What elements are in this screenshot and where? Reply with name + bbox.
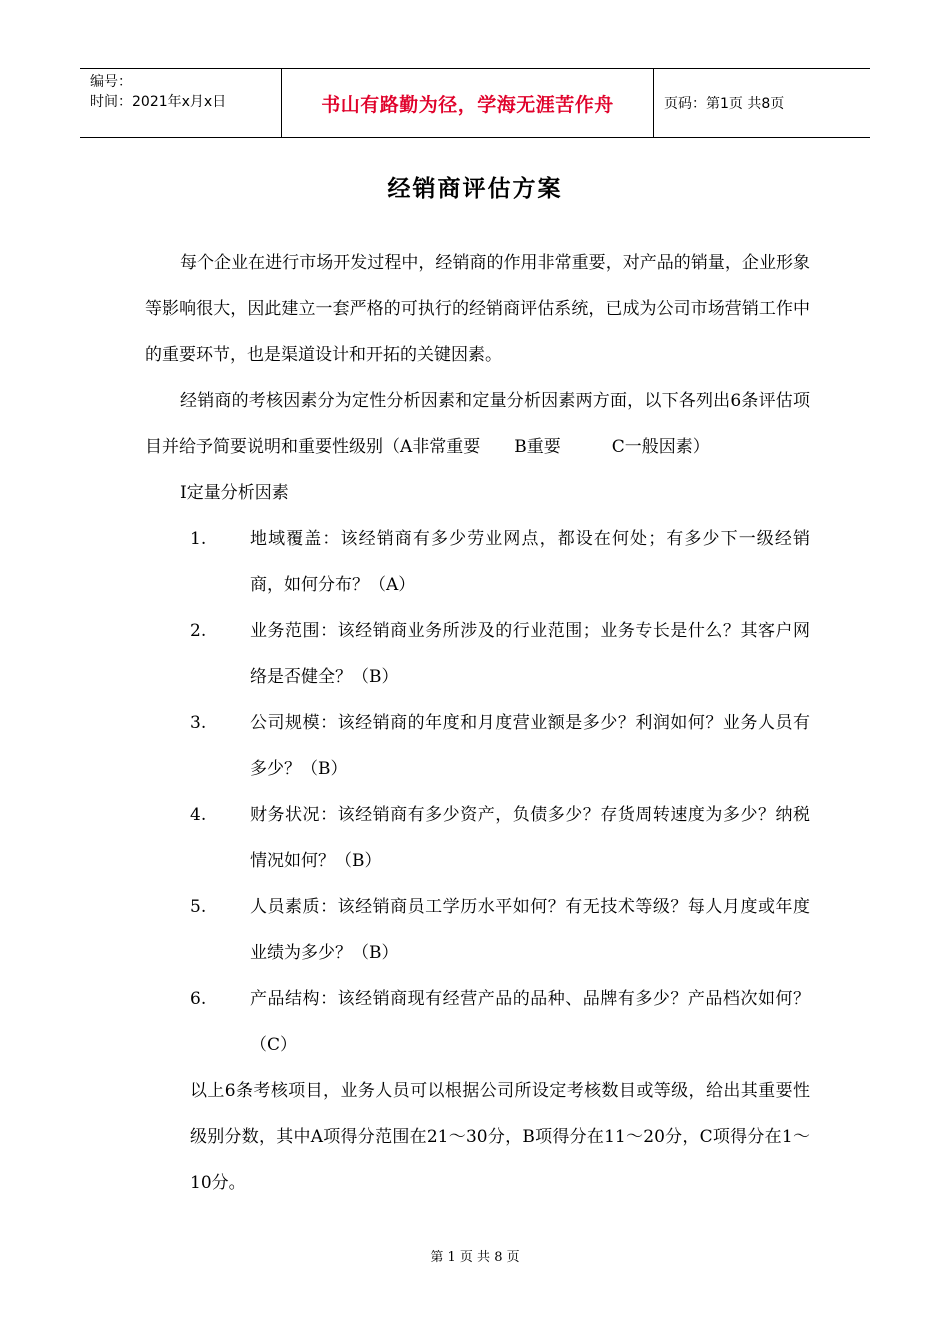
- document-date-label: 时间：2021年x月x日: [90, 94, 227, 110]
- list-item: [145, 608, 810, 700]
- page-footer: 第 1 页 共 8 页: [430, 1250, 520, 1265]
- list-item-text: 公司规模：该经销商的年度和月度营业额是多少？利润如何？业务人员有多少？（B）: [250, 713, 810, 779]
- list-item-number: 1.: [190, 529, 207, 549]
- document-number-label: 编号：: [90, 74, 132, 90]
- list-item: [145, 884, 810, 976]
- summary-paragraph: 以上6条考核项目，业务人员可以根据公司所设定考核数目或等级，给出其重要性级别分数，其中A项得分范围在21～30分，B项得分在11～20分，C项得分在1～10分。: [190, 1081, 810, 1193]
- list-item-text: 地域覆盖：该经销商有多少劳业网点，都设在何处；有多少下一级经销商，如何分布？（A）: [250, 529, 810, 595]
- list-item: [145, 792, 810, 884]
- list-item-number: 5.: [190, 897, 207, 917]
- intro-paragraph: 经销商的考核因素分为定性分析因素和定量分析因素两方面，以下各列出6条评估项目并给予简要说明和重要性级别（A非常重要 B重要 C一般因素）: [145, 391, 810, 457]
- header-meta: [80, 69, 282, 137]
- header-page-info: 页码：第1页 共8页: [664, 96, 785, 112]
- list-item-number: 2.: [190, 621, 207, 641]
- list-item: [145, 516, 810, 608]
- list-item-text: 业务范围：该经销商业务所涉及的行业范围；业务专长是什么？其客户网络是否健全？（B）: [250, 621, 810, 687]
- header-motto: 书山有路勤为径，学海无涯苦作舟: [282, 69, 654, 137]
- document-title: 经销商评估方案: [387, 176, 563, 202]
- list-item-number: 4.: [190, 805, 207, 825]
- document-body: [145, 240, 810, 1206]
- intro-paragraph: 每个企业在进行市场开发过程中，经销商的作用非常重要，对产品的销量，企业形象等影响很大，因此建立一套严格的可执行的经销商评估系统，已成为公司市场营销工作中的重要环节，也是渠道设计和开拓的关键因素。: [145, 253, 810, 365]
- list-item-text: 财务状况：该经销商有多少资产，负债多少？存货周转速度为多少？纳税情况如何？（B）: [250, 805, 810, 871]
- list-item-number: 6.: [190, 989, 207, 1009]
- section-heading: I定量分析因素: [180, 483, 289, 503]
- list-item: [145, 700, 810, 792]
- list-item-text: 人员素质：该经销商员工学历水平如何？有无技术等级？每人月度或年度业绩为多少？（B）: [250, 897, 810, 963]
- list-item: [145, 976, 810, 1068]
- page-header: [80, 68, 870, 138]
- list-item-text: 产品结构：该经销商现有经营产品的品种、品牌有多少？产品档次如何？（C）: [250, 989, 810, 1055]
- list-item-number: 3.: [190, 713, 207, 733]
